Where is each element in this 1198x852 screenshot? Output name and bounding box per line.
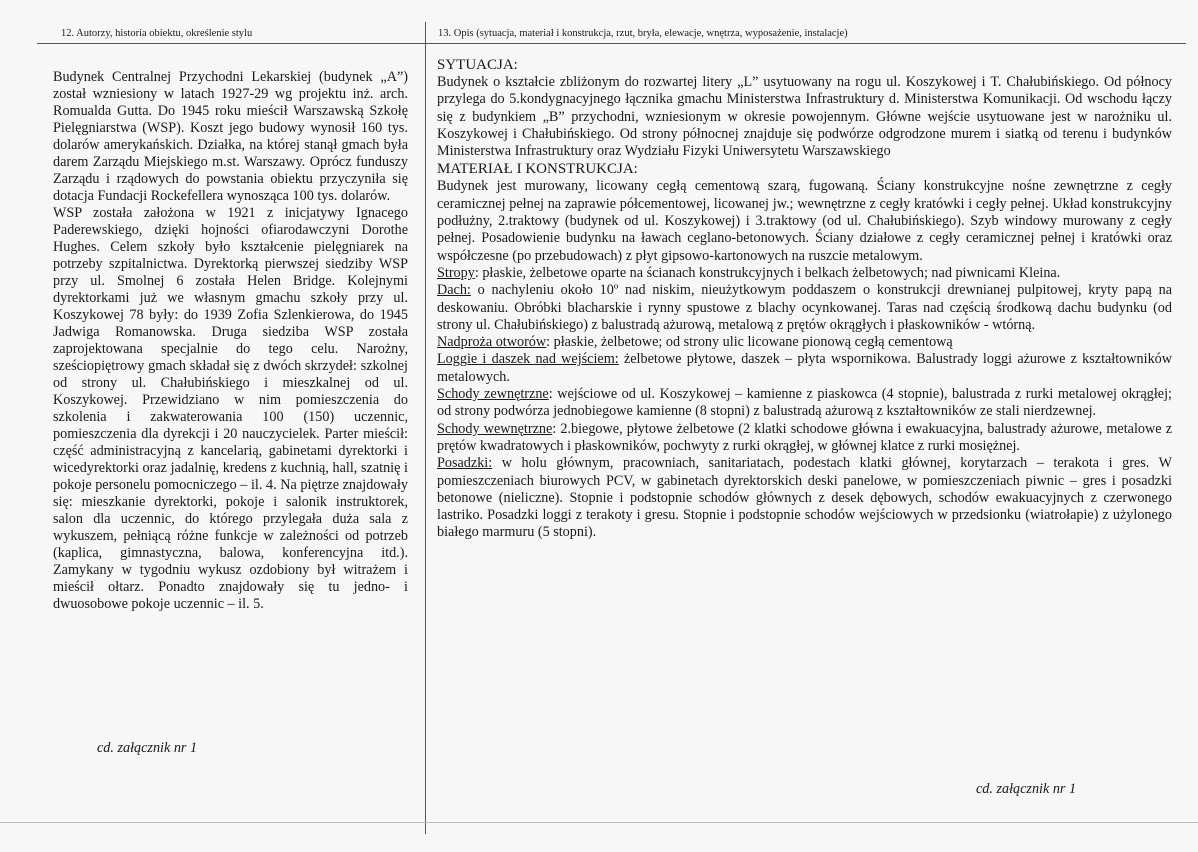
item-label: Dach:: [437, 282, 471, 299]
material-paragraph: Budynek jest murowany, licowany cegłą cementową szarą, fugowaną. Ściany konstrukcyjne nośne zewnętrzne z cegły ceramicznej pełnej na zaprawie półcementowej, licowanej jw.; wewnętrzne z cegły kratówki i cegły pełnej. Układ konstrukcyjny podłużny, 2.traktowy (budynek od ul. Koszykowej) i 3.traktowy (od ul. Chałubińskiego). Szyb windowy murowany z cegły pełnej. Posadowienie budynku na ławach ceglano-betonowych. Ściany działowe z cegły ceramicznej pełnej i kratówki oraz współczesne (po przebudowach) z płyt gipsowo-kartonowych na ruszcie metalowym.: [437, 178, 1172, 264]
item-text: żelbetowe płytowe, daszek – płyta wspornikowa. Balustrady loggi ażurowe z kształtowników metalowych.: [437, 351, 1172, 385]
item-posadzki: [437, 455, 1172, 541]
section-title-material: MATERIAŁ I KONSTRUKCJA:: [437, 161, 638, 178]
item-schody-zewnetrzne: [437, 386, 1172, 421]
item-label: Stropy: [437, 264, 475, 281]
item-text: : płaskie, żelbetowe oparte na ścianach konstrukcyjnych i belkach żelbetowych; nad piwnicami Kleina.: [474, 264, 1061, 281]
item-text: w holu głównym, pracowniach, sanitariatach, podestach klatki głównej, korytarzach – terakota i gres. W pomieszczeniach biurowych PCV, w gabinetach dyrektorskich deski panelowe, w pomieszczeniach piwnic – gres i posadzki betonowe (nieliczne). Stopnie i podstopnie schodów głównych z desek dębowych, schodów ewakuacyjnych z czerwonego lastriko. Posadzki loggi z terakoty i gresu. Stopnie i podstopnie schodów wejściowych w przedsionku (wiatrołapie) z użylonego białego marmuru (5 stopni).: [437, 455, 1172, 541]
item-text: : płaskie, żelbetowe; od strony ulic licowane pionową cegłą cementową: [546, 334, 953, 351]
right-column-body: [426, 44, 1186, 542]
item-label: Loggie i daszek nad wejściem:: [437, 351, 619, 368]
item-label: Nadproża otworów: [437, 334, 547, 351]
left-column-header: 12. Autorzy, historia obiektu, określenie stylu: [37, 22, 425, 44]
item-nadproza: [437, 334, 1172, 351]
item-text: : 2.biegowe, płytowe żelbetowe (2 klatki schodowe główna i ewakuacyjna, balustrady ażurowe, metalowe z prętów kwadratowych i płaskowników, pochwyty z rurki okrągłej, w głównej klatce z rurki mosiężnej.: [437, 420, 1172, 454]
history-paragraph-2: WSP została założona w 1921 z inicjatywy Ignacego Paderewskiego, dzięki hojności ofiarodawczyni Dorothe Hughes. Celem szkoły było kształcenie pielęgniarek na potrzeby szpitalnictwa. Dyrektorką pierwszej siedziby WSP przy ul. Smolnej 6 została Helen Bridge. Kolejnymi dyrektorkami już we własnym gmachu szkoły przy ul. Koszykowej 78 były: do 1939 Zofia Szlenkierowa, do 1945 Jadwiga Romanowska. Druga siedziba WSP została zaprojektowana specjalnie do tego celu. Narożny, sześciopiętrowy gmach składał się z dwóch skrzydeł: szkolnej od strony ul. Chałubińskiego i mieszkalnej od ul. Koszykowej. Przewidziano w nim pomieszczenia do szkolenia i zakwaterowania 100 (150) uczennic, pomieszczenia dla dyrekcji i 20 nauczycielek. Parter mieścił: część administracyjną z kancelarią, gabinetami dyrektorki i wicedyrektorki oraz jadalnię, kredens z kuchnią, hall, szatnię i pokoje personelu pomocniczego – il. 4. Na piętrze znajdowały się: mieszkanie dyrektorki, pokoje i salonik instruktorek, salon dla uczennic, do którego przylegała duża sala z wykuszem, pełniącą różne funkcje w zależności od potrzeb (kaplica, gimnastyczna, balowa, konferencyjna itd.). Zamykany w tygodniu wykusz ozdobiony był witrażem i mieścił ołtarz. Ponadto znajdowały się tu jedno- i dwuosobowe pokoje uczennic – il. 5.: [53, 205, 408, 612]
item-label: Posadzki:: [437, 455, 493, 472]
right-column-header: 13. Opis (sytuacja, materiał i konstrukcja, rzut, bryła, elewacje, wnętrza, wyposażenie, instalacje): [426, 22, 1186, 44]
item-schody-wewnetrzne: [437, 421, 1172, 456]
item-label: Schody wewnętrzne: [437, 420, 553, 437]
left-column: [37, 22, 426, 834]
left-continuation-ref: cd. załącznik nr 1: [97, 740, 198, 756]
item-text: : wejściowe od ul. Koszykowej – kamienne z piaskowca (4 stopnie), balustrada z rurki metalowej okrągłej; od strony podwórza jednobiegowe kamienne (8 stopni) z balustradą ażurową z kształtowników ze stali nierdzewnej.: [437, 386, 1172, 420]
section-title-sytuacja: SYTUACJA:: [437, 57, 518, 73]
item-loggie: [437, 351, 1172, 386]
sytuacja-paragraph: Budynek o kształcie zbliżonym do rozwartej litery „L” usytuowany na rogu ul. Koszykowej i T. Chałubińskiego. Od północy przylega do 5.kondygnacyjnego łącznika gmachu Ministerstwa Infrastruktury d. Ministerstwa Komunikacji. Od wschodu łączy się z budynkiem „B” przychodni, wzniesionym w okresie powojennym. Główne wejście usytuowane jest w narożniku ul. Koszykowej i Chałubińskiego. Od strony północnej znajduje się podwórze odgrodzone murem i siatką od terenu i budynków Ministerstwa Infrastruktury oraz Wydziału Fizyki Uniwersytetu Warszawskiego: [437, 74, 1172, 160]
right-column: [426, 22, 1186, 834]
item-stropy: [437, 265, 1172, 282]
history-paragraph-1: Budynek Centralnej Przychodni Lekarskiej (budynek „A”) został wzniesiony w latach 1927-29 wg projektu inż. arch. Romualda Gutta. Do 1945 roku mieścił Warszawską Szkołę Pielęgniarstwa (WSP). Koszt jego budowy wynosił 160 tys. dolarów amerykańskich. Działka, na której stanął gmach była darem Zarządu Miejskiego m.st. Warszawy. Oprócz funduszy Zarządu i rządowych do powstania obiektu przyczyniła się dotacja Fundacji Rockefellera wynosząca 100 tys. dolarów.: [53, 69, 408, 204]
item-dach: [437, 282, 1172, 334]
item-label: Schody zewnętrzne: [437, 386, 549, 403]
bottom-rule: [0, 822, 1198, 823]
item-text: o nachyleniu około 10º nad niskim, nieużytkowym poddaszem o konstrukcji drewnianej pulpitowej, kryty papą na deskowaniu. Obróbki blacharskie i rynny spustowe z blachy ocynkowanej. Taras nad częścią środkową dachu budynku (od strony ul. Chałubińskiego) z balustradą ażurową, metalową z prętów okrągłych i płaskowników - wtórną.: [437, 282, 1172, 333]
left-column-body: [37, 44, 425, 613]
right-continuation-ref: cd. załącznik nr 1: [976, 781, 1077, 797]
